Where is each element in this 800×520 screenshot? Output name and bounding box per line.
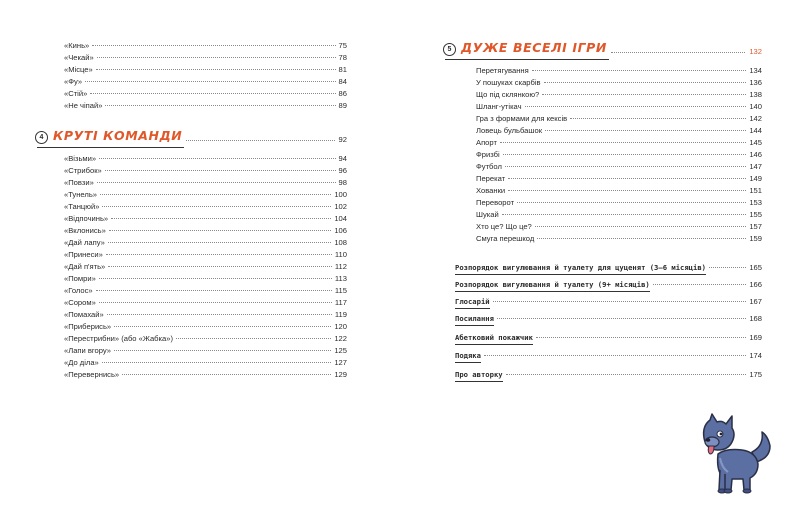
appendix-entry[interactable] [455, 351, 762, 361]
toc-entry-label: «Фу» [64, 77, 83, 86]
toc-entry-page: 112 [334, 262, 347, 271]
leader-dots [535, 226, 747, 227]
chapter-page: 132 [749, 46, 762, 56]
leader-dots [102, 362, 332, 363]
toc-entry-page: 102 [334, 202, 347, 211]
toc-entry[interactable] [64, 214, 347, 224]
appendix-entry-label: Розпорядок вигулювання й туалету (9+ місяців) [455, 280, 650, 289]
appendix-entry-page: 169 [749, 333, 762, 342]
toc-entry-page: 129 [334, 370, 347, 379]
toc-entry-page: 146 [749, 150, 762, 159]
toc-entry-page: 81 [338, 65, 347, 74]
toc-entry-page: 157 [749, 222, 762, 231]
toc-entry-page: 100 [334, 190, 347, 199]
leader-dots [108, 266, 332, 267]
toc-entry-label: «Дай п'ять» [64, 262, 106, 271]
toc-entry[interactable] [64, 190, 347, 200]
toc-entry-label: «Відпочинь» [64, 214, 109, 223]
leader-dots [500, 142, 746, 143]
leader-dots [90, 93, 335, 94]
toc-entry-label: У пошуках скарбів [476, 78, 541, 87]
toc-entry-label: «Дай лапу» [64, 238, 105, 247]
toc-entry-label: «Голос» [64, 286, 93, 295]
toc-entry[interactable] [64, 310, 347, 320]
toc-entry-label: «Не чіпай» [64, 101, 103, 110]
appendix-entry[interactable] [455, 333, 762, 343]
chapter-number: 4 [35, 131, 48, 144]
chapter-heading[interactable] [35, 127, 347, 147]
toc-entry[interactable] [64, 65, 347, 75]
leader-dots [653, 284, 747, 285]
toc-entry[interactable] [64, 154, 347, 164]
toc-entry-label: «Стрибок» [64, 166, 102, 175]
toc-entry-page: 159 [749, 234, 762, 243]
leader-dots [506, 374, 747, 375]
toc-entry-page: 147 [749, 162, 762, 171]
appendix-entry-page: 167 [749, 297, 762, 306]
leader-dots [570, 118, 746, 119]
leader-dots [493, 301, 747, 302]
toc-entry-label: Перекат [476, 174, 506, 183]
toc-entry[interactable] [476, 114, 762, 124]
leader-dots [105, 170, 336, 171]
leader-dots [532, 70, 747, 71]
appendix-entry-label: Глосарій [455, 297, 490, 306]
toc-entry-label: «Прибeрись» [64, 322, 112, 331]
appendix-entry-page: 168 [749, 314, 762, 323]
chapter-number: 5 [443, 43, 456, 56]
toc-entry[interactable] [64, 298, 347, 308]
leader-dots [502, 214, 747, 215]
toc-entry[interactable] [64, 274, 347, 284]
toc-entry[interactable] [64, 358, 347, 368]
leader-dots [709, 267, 746, 268]
appendix-entry-label: Розпорядок вигулювання й туалету для цуценят (3–6 місяців) [455, 263, 706, 272]
toc-entry-label: Переворот [476, 198, 515, 207]
toc-entry[interactable] [64, 77, 347, 87]
toc-entry-label: Ловець бульбашок [476, 126, 543, 135]
chapter-title: КРУТІ КОМАНДИ [53, 128, 182, 146]
toc-entry[interactable] [64, 262, 347, 272]
leader-dots [545, 130, 746, 131]
toc-entry[interactable] [476, 90, 762, 100]
toc-entry-label: Апорт [476, 138, 497, 147]
toc-entry-label: Фризбі [476, 150, 500, 159]
leader-dots [85, 81, 335, 82]
toc-entry-label: «Місце» [64, 65, 93, 74]
toc-entry-label: Хованки [476, 186, 506, 195]
toc-entry-label: «Чекай» [64, 53, 94, 62]
toc-entry[interactable] [64, 89, 347, 99]
toc-entry[interactable] [64, 322, 347, 332]
toc-entry-page: 145 [749, 138, 762, 147]
toc-entry-page: 106 [334, 226, 347, 235]
leader-dots [544, 82, 747, 83]
toc-entry[interactable] [476, 186, 762, 196]
toc-entry[interactable] [476, 78, 762, 88]
toc-entry-page: 75 [338, 41, 347, 50]
toc-entry-page: 140 [749, 102, 762, 111]
toc-entry-label: «Лапи вгору» [64, 346, 111, 355]
toc-entry[interactable] [64, 226, 347, 236]
leader-dots [108, 242, 332, 243]
toc-entry-page: 98 [338, 178, 347, 187]
leader-dots [96, 69, 336, 70]
leader-dots [114, 350, 331, 351]
leader-dots [503, 154, 747, 155]
leader-dots [100, 194, 331, 195]
leader-dots [111, 218, 331, 219]
leader-dots [508, 190, 746, 191]
toc-entry-page: 84 [338, 77, 347, 86]
leader-dots [105, 105, 335, 106]
toc-entry[interactable] [476, 198, 762, 208]
toc-entry-page: 86 [338, 89, 347, 98]
chapter-page: 92 [338, 134, 347, 144]
leader-dots [97, 57, 336, 58]
toc-entry[interactable] [476, 138, 762, 148]
leader-dots [106, 254, 332, 255]
leader-dots [536, 337, 746, 338]
toc-entry-label: Що під склянкою? [476, 90, 540, 99]
leader-dots [107, 314, 332, 315]
toc-entry-label: Гра з формами для кексів [476, 114, 568, 123]
toc-entry-label: «Принеси» [64, 250, 103, 259]
toc-entry[interactable] [64, 53, 347, 63]
toc-entry-label: «Візьми» [64, 154, 97, 163]
toc-entry-label: «Повзи» [64, 178, 94, 187]
toc-entry-label: Шланг-утікач [476, 102, 522, 111]
leader-dots [99, 302, 332, 303]
toc-entry[interactable] [64, 178, 347, 188]
leader-dots [497, 318, 746, 319]
toc-entry[interactable] [64, 238, 347, 248]
leader-dots [176, 338, 331, 339]
toc-entry[interactable] [64, 370, 347, 380]
toc-entry-label: «Перевернись» [64, 370, 120, 379]
toc-entry-page: 89 [338, 101, 347, 110]
leader-dots [542, 94, 746, 95]
toc-entry-label: «Танцюй» [64, 202, 100, 211]
toc-entry-label: «Помри» [64, 274, 96, 283]
toc-entry-page: 96 [338, 166, 347, 175]
toc-entry-label: Шукай [476, 210, 499, 219]
leader-dots [109, 230, 331, 231]
toc-entry[interactable] [476, 150, 762, 160]
toc-entry-label: «Кинь» [64, 41, 90, 50]
toc-entry-label: «Перестрибни» (або «Жабка») [64, 334, 174, 343]
toc-entry-page: 138 [749, 90, 762, 99]
toc-entry[interactable] [64, 346, 347, 356]
leader-dots [525, 106, 747, 107]
leader-dots [508, 178, 746, 179]
toc-entry-page: 110 [334, 250, 347, 259]
leader-dots [186, 140, 334, 141]
toc-entry-page: 127 [334, 358, 347, 367]
appendix-entry-page: 175 [749, 370, 762, 379]
toc-entry-page: 136 [749, 78, 762, 87]
appendix-entry-label: Абетковий покажчик [455, 333, 533, 342]
chapter-title: ДУЖЕ ВЕСЕЛІ ІГРИ [461, 40, 607, 58]
toc-entry-page: 119 [334, 310, 347, 319]
toc-entry[interactable] [476, 102, 762, 112]
toc-entry[interactable] [64, 41, 347, 51]
toc-entry-page: 151 [749, 186, 762, 195]
toc-entry[interactable] [476, 162, 762, 172]
toc-entry-label: Перетягування [476, 66, 529, 75]
leader-dots [99, 158, 335, 159]
toc-entry-label: «Вклонись» [64, 226, 106, 235]
appendix-entry-page: 165 [749, 263, 762, 272]
toc-entry[interactable] [476, 174, 762, 184]
toc-entry[interactable] [64, 166, 347, 176]
toc-entry-page: 134 [749, 66, 762, 75]
toc-entry[interactable] [476, 66, 762, 76]
toc-entry-label: «До діла» [64, 358, 99, 367]
leader-dots [102, 206, 331, 207]
toc-entry-label: Хто це? Що це? [476, 222, 532, 231]
chapter-heading[interactable] [443, 39, 762, 59]
appendix-entry[interactable] [455, 280, 762, 290]
leader-dots [484, 355, 746, 356]
leader-dots [97, 182, 336, 183]
toc-entry-page: 122 [334, 334, 347, 343]
leader-dots [122, 374, 331, 375]
right-page [400, 0, 800, 520]
toc-entry-page: 142 [749, 114, 762, 123]
leader-dots [537, 238, 746, 239]
appendix-entry[interactable] [455, 263, 762, 273]
toc-entry[interactable] [64, 286, 347, 296]
toc-entry[interactable] [476, 126, 762, 136]
leader-dots [611, 52, 745, 53]
toc-entry-page: 149 [749, 174, 762, 183]
toc-entry-page: 115 [334, 286, 347, 295]
leader-dots [505, 166, 746, 167]
leader-dots [99, 278, 332, 279]
appendix-entry-label: Про авторку [455, 370, 503, 379]
toc-entry[interactable] [64, 334, 347, 344]
toc-entry-page: 94 [338, 154, 347, 163]
toc-entry[interactable] [64, 250, 347, 260]
toc-entry-page: 104 [334, 214, 347, 223]
toc-entry-page: 153 [749, 198, 762, 207]
leader-dots [96, 290, 332, 291]
toc-entry[interactable] [476, 222, 762, 232]
toc-entry[interactable] [64, 101, 347, 111]
toc-entry-page: 125 [334, 346, 347, 355]
toc-entry-label: «Стій» [64, 89, 88, 98]
toc-entry-page: 113 [334, 274, 347, 283]
appendix-entry[interactable] [455, 314, 762, 324]
toc-entry[interactable] [64, 202, 347, 212]
toc-entry-page: 120 [334, 322, 347, 331]
toc-entry-page: 144 [749, 126, 762, 135]
toc-entry-page: 155 [749, 210, 762, 219]
dog-illustration-icon [692, 412, 782, 497]
toc-entry-label: Смуга перешкод [476, 234, 535, 243]
leader-dots [92, 45, 335, 46]
toc-entry-page: 108 [334, 238, 347, 247]
toc-entry-label: «Тунель» [64, 190, 98, 199]
toc-entry[interactable] [476, 210, 762, 220]
toc-entry-label: «Сором» [64, 298, 96, 307]
leader-dots [114, 326, 331, 327]
toc-entry-page: 78 [338, 53, 347, 62]
appendix-entry-page: 166 [749, 280, 762, 289]
toc-entry-label: «Помахай» [64, 310, 104, 319]
appendix-entry-label: Посилання [455, 314, 494, 323]
toc-entry-page: 117 [334, 298, 347, 307]
appendix-entry[interactable] [455, 297, 762, 307]
appendix-entry[interactable] [455, 370, 762, 380]
toc-entry[interactable] [476, 234, 762, 244]
toc-entry-label: Футбол [476, 162, 502, 171]
appendix-entry-label: Подяка [455, 351, 481, 360]
leader-dots [517, 202, 746, 203]
appendix-entry-page: 174 [749, 351, 762, 360]
